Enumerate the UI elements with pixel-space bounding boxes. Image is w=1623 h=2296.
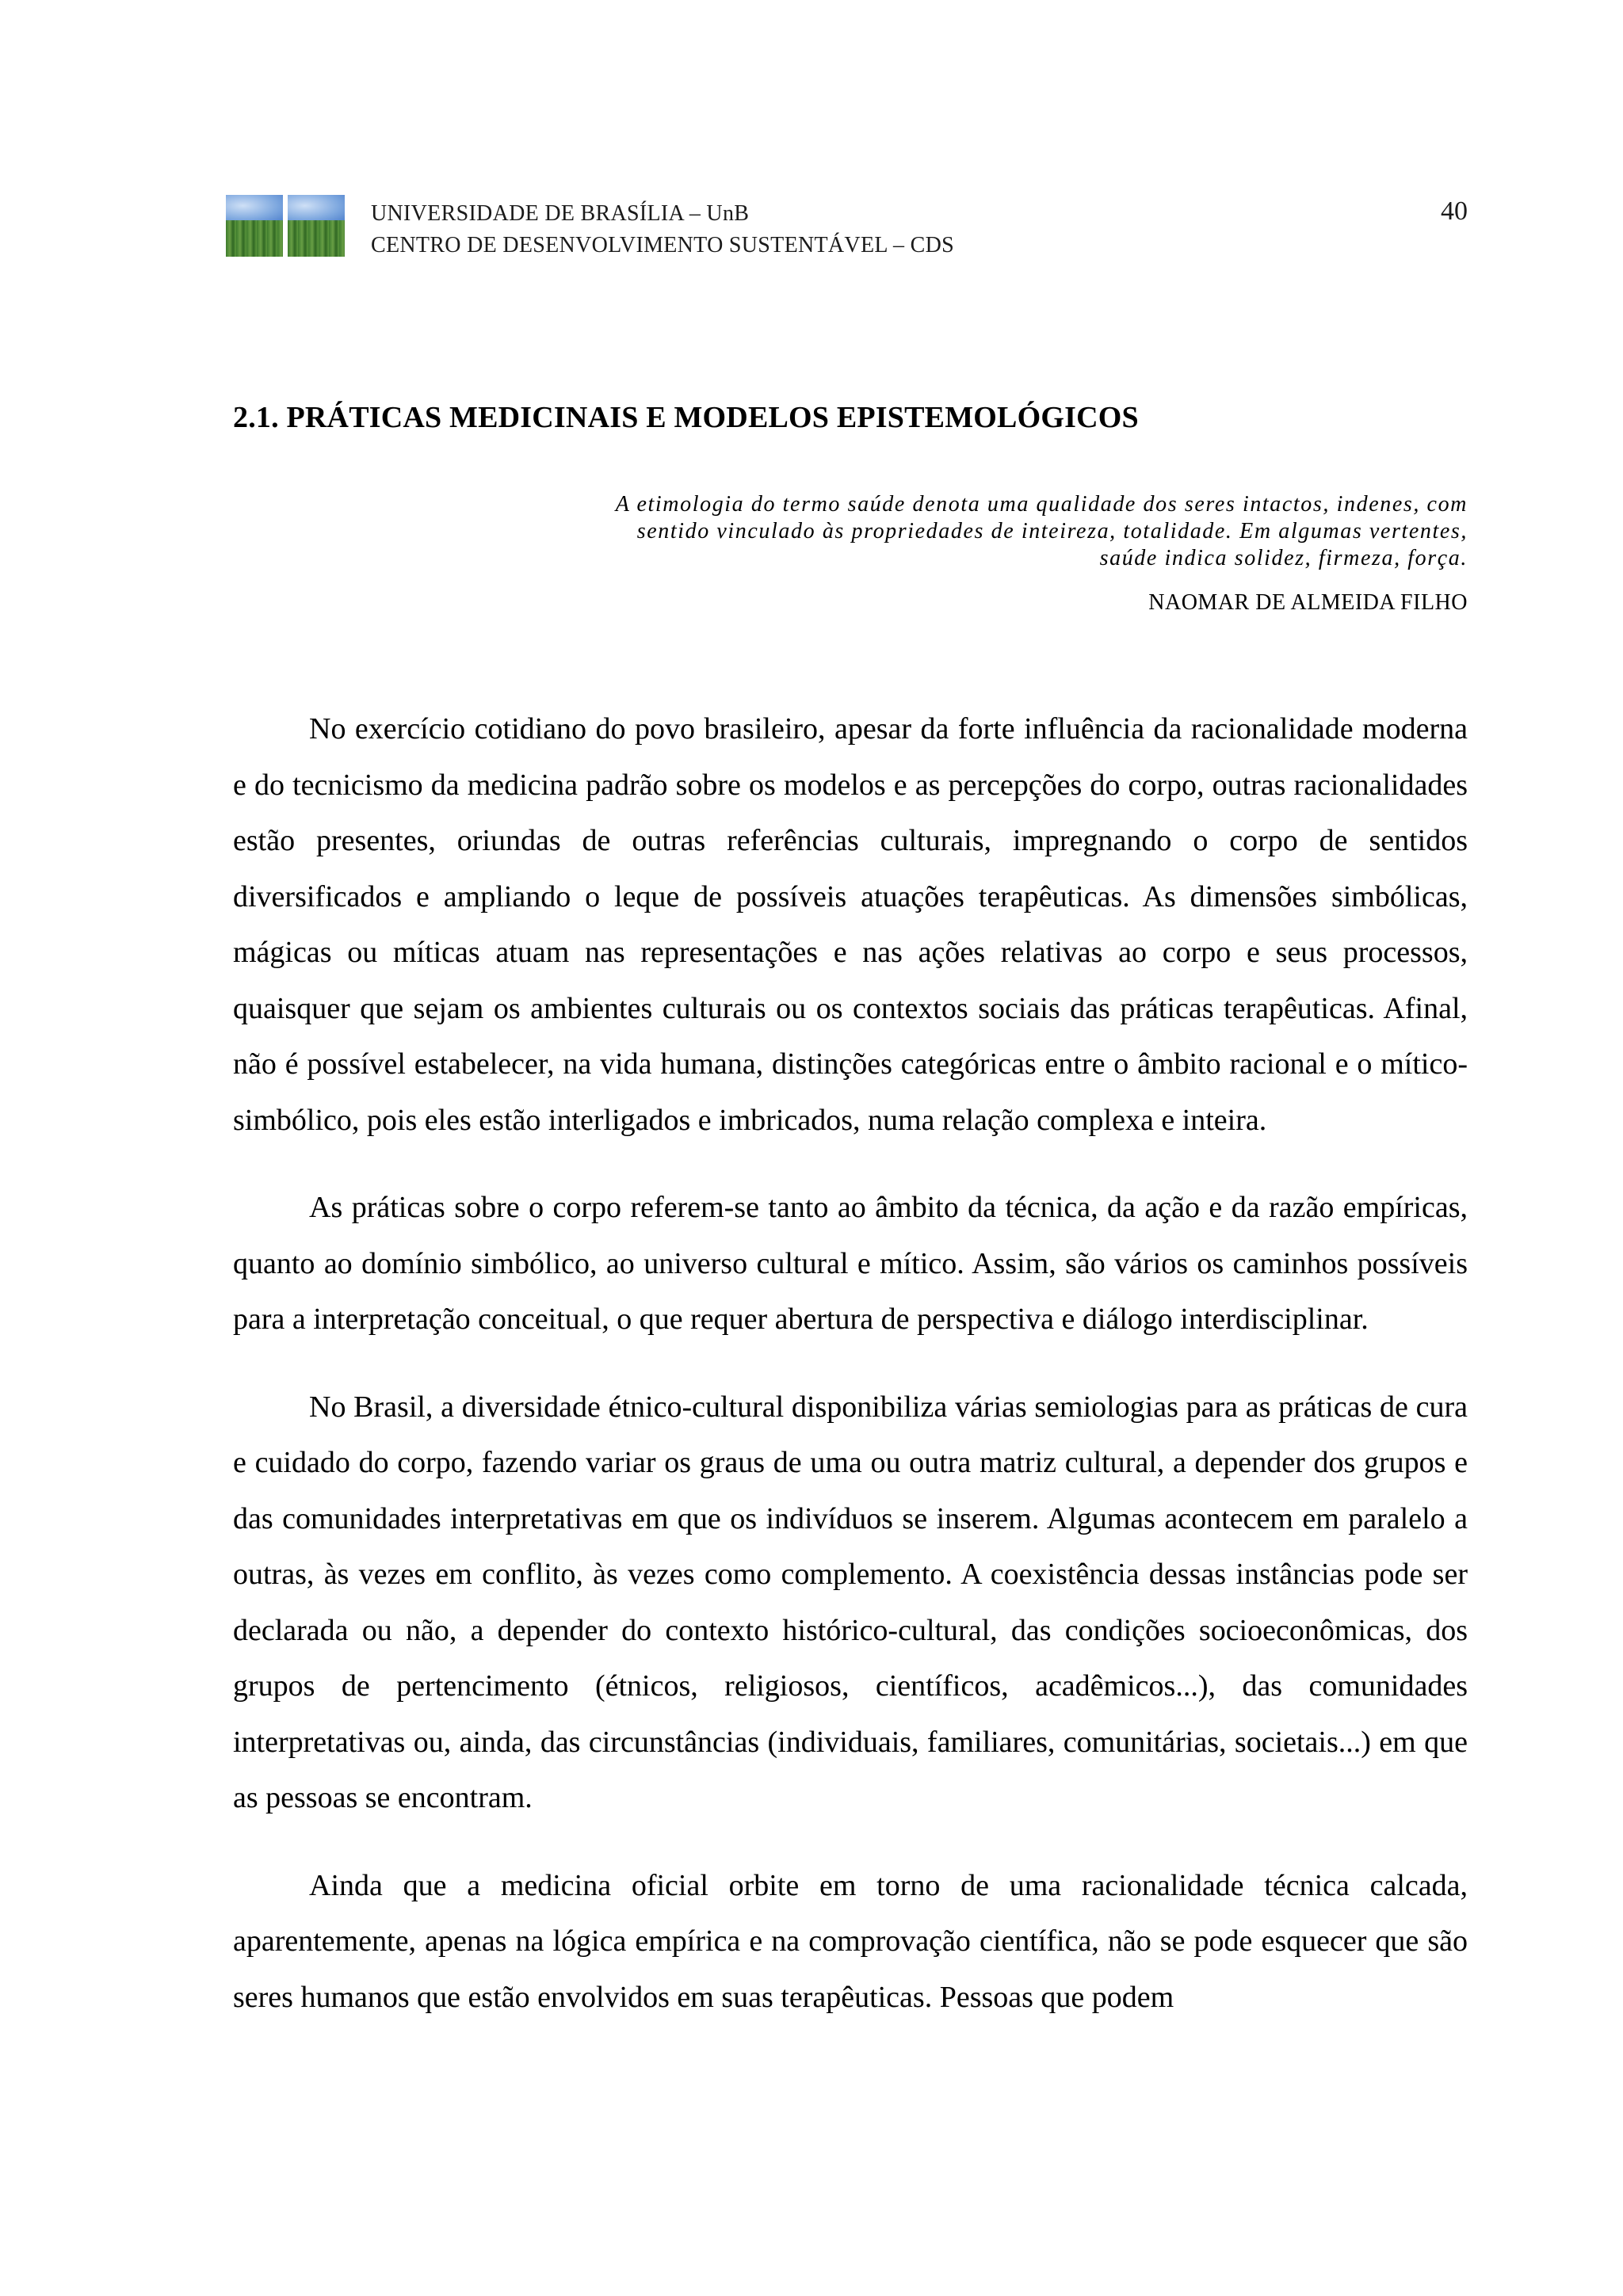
logo-left-panel: [226, 195, 283, 257]
header-center: CENTRO DE DESENVOLVIMENTO SUSTENTÁVEL – CDS: [371, 233, 954, 257]
paragraph: Ainda que a medicina oficial orbite em torno de uma racionalidade técnica calcada, aparentemente, apenas na lógica empírica e na comprovação científica, não se pode esquecer que são seres humanos que estão envolvidos em suas terapêuticas. Pessoas que podem: [233, 1868, 1468, 2014]
epigraph-line: sentido vinculado às propriedades de inteireza, totalidade. Em algumas vertentes,: [636, 519, 1468, 543]
header-institution: UNIVERSIDADE DE BRASÍLIA – UnB: [371, 201, 750, 226]
page-number: 40: [1441, 196, 1468, 226]
section-title: 2.1. PRÁTICAS MEDICINAIS E MODELOS EPISTEMOLÓGICOS: [233, 401, 1139, 434]
paragraph: As práticas sobre o corpo referem-se tanto ao âmbito da técnica, da ação e da razão empíricas, quanto ao domínio simbólico, ao universo cultural e mítico. Assim, são vários os caminhos possíveis para a interpretação conceitual, o que requer abertura de perspectiva e diálogo interdisciplinar.: [233, 1191, 1468, 1336]
epigraph: [437, 491, 1468, 572]
page-header: [371, 198, 954, 261]
logo-right-panel: [288, 195, 345, 257]
body-text: [233, 701, 1468, 2057]
paragraph: No exercício cotidiano do povo brasileiro, apesar da forte influência da racionalidade moderna e do tecnicismo da medicina padrão sobre os modelos e as percepções do corpo, outras racionalidades estão presentes, oriundas de outras referências culturais, impregnando o corpo de sentidos diversificados e ampliando o leque de possíveis atuações terapêuticas. As dimensões simbólicas, mágicas ou míticas atuam nas representações e nas ações relativas ao corpo e seus processos, quaisquer que sejam os ambientes culturais ou os contextos sociais das práticas terapêuticas. Afinal, não é possível estabelecer, na vida humana, distinções categóricas entre o âmbito racional e o mítico-simbólico, pois eles estão interligados e imbricados, numa relação complexa e inteira.: [233, 712, 1468, 1137]
epigraph-author: NAOMAR DE ALMEIDA FILHO: [1148, 590, 1468, 615]
epigraph-line: saúde indica solidez, firmeza, força.: [1099, 546, 1468, 570]
university-logo: [226, 195, 345, 257]
epigraph-line: A etimologia do termo saúde denota uma qualidade dos seres intactos, indenes, com: [615, 492, 1468, 517]
paragraph: No Brasil, a diversidade étnico-cultural disponibiliza várias semiologias para as práticas de cura e cuidado do corpo, fazendo variar os graus de uma ou outra matriz cultural, a depender dos grupos e das comunidades interpretativas em que os indivíduos se inserem. Algumas acontecem em paralelo a outras, às vezes em conflito, às vezes como complemento. A coexistência dessas instâncias pode ser declarada ou não, a depender do contexto histórico-cultural, das condições socioeconômicas, dos grupos de pertencimento (étnicos, religiosos, científicos, acadêmicos...), das comunidades interpretativas ou, ainda, das circunstâncias (individuais, familiares, comunitárias, societais...) em que as pessoas se encontram.: [233, 1390, 1468, 1814]
